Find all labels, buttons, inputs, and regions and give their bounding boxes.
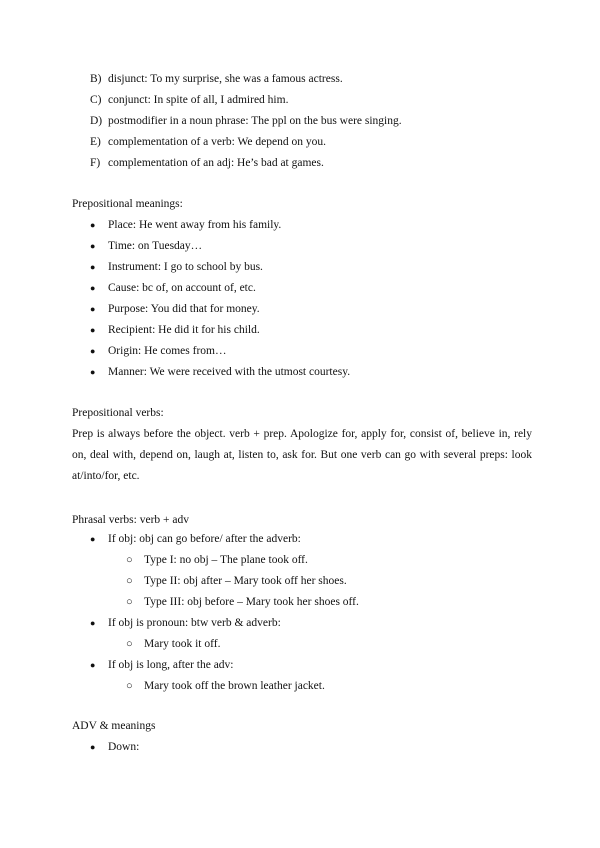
prep-verbs-paragraph: Prep is always before the object. verb + prep. Apologize for, apply for, consist of, believe in, rely on, deal with, depend on, laugh at, listen to, ask for. But one verb can go with several preps: look at/into/for, etc. xyxy=(72,428,532,482)
bullet: ● xyxy=(90,660,96,670)
prep-meaning-item: Purpose: You did that for money. xyxy=(108,303,260,315)
sub-bullet: ○ xyxy=(126,596,133,608)
bullet: ● xyxy=(90,346,96,356)
list-item-f: complementation of an adj: He’s bad at games. xyxy=(108,157,324,169)
sub-bullet: ○ xyxy=(126,638,133,650)
phrasal-sub-item: Type I: no obj – The plane took off. xyxy=(144,554,308,566)
prep-meaning-item: Instrument: I go to school by bus. xyxy=(108,261,263,273)
list-marker-d: D) xyxy=(90,115,103,127)
list-marker-b: B) xyxy=(90,73,102,85)
bullet: ● xyxy=(90,220,96,230)
bullet: ● xyxy=(90,262,96,272)
phrasal-sub-item: Type II: obj after – Mary took off her shoes. xyxy=(144,575,347,587)
bullet: ● xyxy=(90,618,96,628)
sub-bullet: ○ xyxy=(126,575,133,587)
list-item-c: conjunct: In spite of all, I admired him. xyxy=(108,94,289,106)
phrasal-sub-item: Mary took it off. xyxy=(144,638,221,650)
phrasal-bullet-3: If obj is long, after the adv: xyxy=(108,659,234,671)
bullet: ● xyxy=(90,241,96,251)
adv-meanings-heading: ADV & meanings xyxy=(72,720,156,732)
phrasal-verbs-heading: Phrasal verbs: verb + adv xyxy=(72,514,189,526)
prep-meaning-item: Place: He went away from his family. xyxy=(108,219,282,231)
list-marker-c: C) xyxy=(90,94,102,106)
list-marker-e: E) xyxy=(90,136,101,148)
bullet: ● xyxy=(90,742,96,752)
bullet: ● xyxy=(90,304,96,314)
phrasal-bullet-1: If obj: obj can go before/ after the adverb: xyxy=(108,533,301,545)
list-item-e: complementation of a verb: We depend on you. xyxy=(108,136,326,148)
prep-meaning-item: Origin: He comes from… xyxy=(108,345,227,357)
bullet: ● xyxy=(90,367,96,377)
prep-meaning-item: Time: on Tuesday… xyxy=(108,240,203,252)
phrasal-bullet-2: If obj is pronoun: btw verb & adverb: xyxy=(108,617,281,629)
list-item-d: postmodifier in a noun phrase: The ppl on the bus were singing. xyxy=(108,115,402,127)
prep-meaning-item: Recipient: He did it for his child. xyxy=(108,324,260,336)
phrasal-sub-item: Mary took off the brown leather jacket. xyxy=(144,680,325,692)
prep-meaning-item: Cause: bc of, on account of, etc. xyxy=(108,282,256,294)
prep-verbs-heading: Prepositional verbs: xyxy=(72,407,164,419)
phrasal-sub-item: Type III: obj before – Mary took her shoes off. xyxy=(144,596,359,608)
list-item-b: disjunct: To my surprise, she was a famous actress. xyxy=(108,73,343,85)
sub-bullet: ○ xyxy=(126,680,133,692)
bullet: ● xyxy=(90,534,96,544)
bullet: ● xyxy=(90,325,96,335)
prep-meaning-item: Manner: We were received with the utmost courtesy. xyxy=(108,366,351,378)
adv-meaning-item: Down: xyxy=(108,741,140,753)
list-marker-f: F) xyxy=(90,157,101,169)
bullet: ● xyxy=(90,283,96,293)
sub-bullet: ○ xyxy=(126,554,133,566)
prep-meanings-heading: Prepositional meanings: xyxy=(72,198,183,210)
